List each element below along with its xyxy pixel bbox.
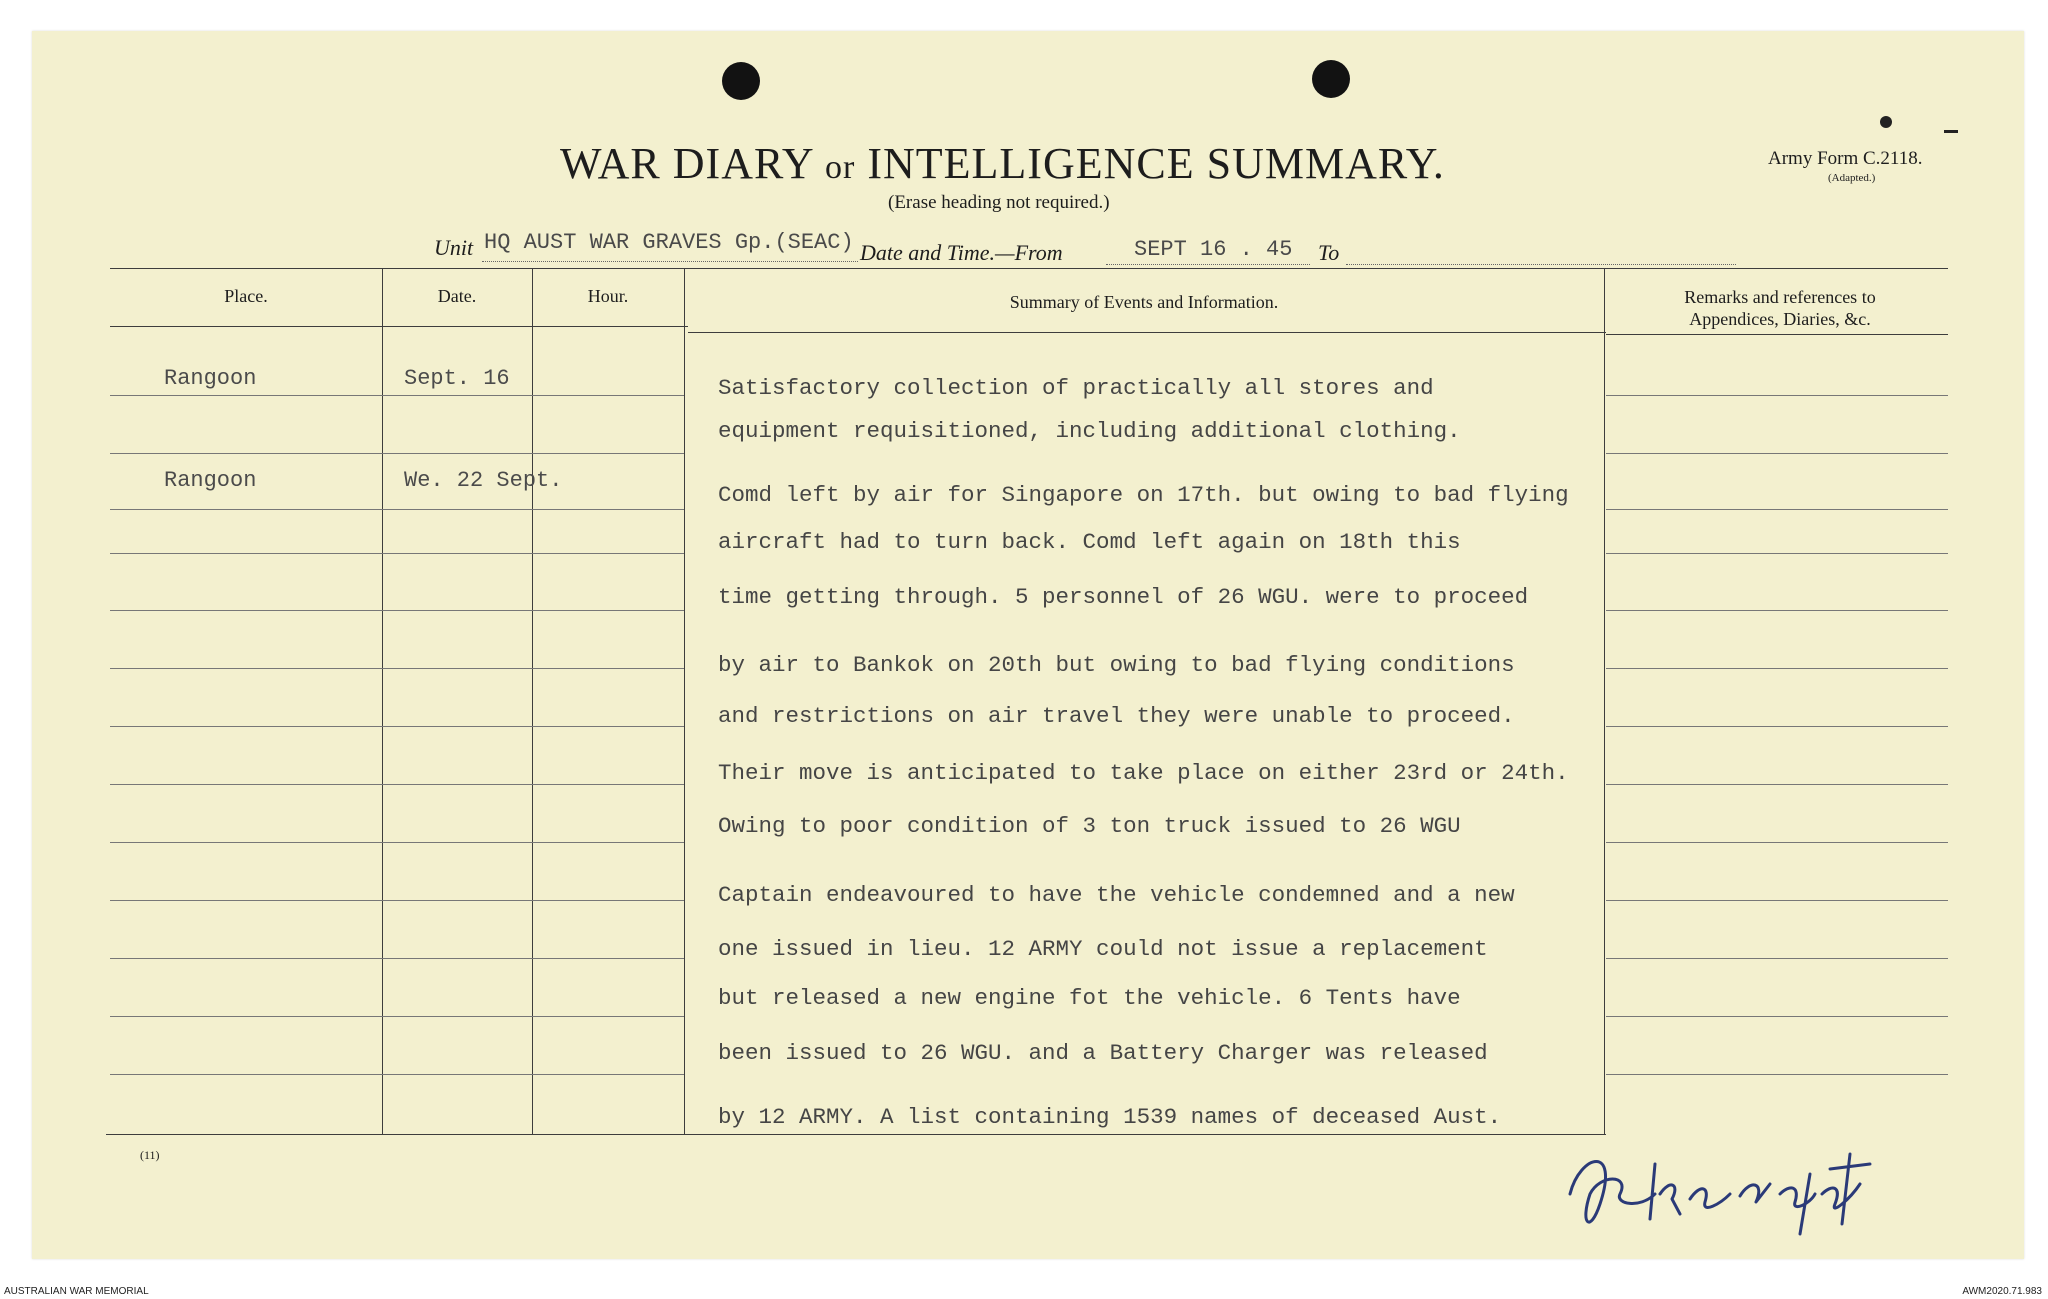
summary-line: by air to Bankok on 20th but owing to bad flying conditions [718, 652, 1515, 678]
to-dotted-line [1346, 264, 1736, 265]
unit-value: HQ AUST WAR GRAVES Gp.(SEAC) [484, 230, 854, 255]
summary-line: Captain endeavoured to have the vehicle condemned and a new [718, 882, 1515, 908]
summary-line: Satisfactory collection of practically all stores and [718, 375, 1434, 401]
summary-line: time getting through. 5 personnel of 26 WGU. were to proceed [718, 584, 1529, 610]
summary-column-header: Summary of Events and Information. [1009, 292, 1279, 312]
summary-line: and restrictions on air travel they were unable to proceed. [718, 703, 1515, 729]
army-form-adapted: (Adapted.) [1828, 172, 1876, 184]
to-label: To [1318, 240, 1340, 265]
date-time-label: Date and Time.—From [860, 240, 1063, 265]
table-header-border [110, 326, 688, 327]
from-dotted-line [1106, 264, 1310, 265]
column-divider [1604, 268, 1605, 1134]
page-title [560, 138, 1445, 189]
column-divider [382, 268, 383, 1134]
title-intelligence-summary: INTELLIGENCE SUMMARY. [867, 139, 1445, 188]
footer-archive-name: AUSTRALIAN WAR MEMORIAL [4, 1286, 149, 1297]
entry-date: We. 22 Sept. [404, 468, 563, 493]
date-column-header: Date. [437, 286, 477, 306]
summary-line: aircraft had to turn back. Comd left again on 18th this [718, 529, 1461, 555]
column-divider [684, 268, 685, 1134]
table-bottom-border [106, 1134, 1606, 1135]
hour-column-header: Hour. [587, 286, 629, 306]
table-top-border [110, 268, 1948, 269]
summary-line: Their move is anticipated to take place on either 23rd or 24th. [718, 760, 1569, 786]
entry-date: Sept. 16 [404, 366, 510, 391]
summary-line: by 12 ARMY. A list containing 1539 names of deceased Aust. [718, 1104, 1502, 1130]
summary-line: Owing to poor condition of 3 ton truck issued to 26 WGU [718, 813, 1461, 839]
table-header-border [1606, 334, 1948, 335]
summary-line: been issued to 26 WGU. and a Battery Charger was released [718, 1040, 1488, 1066]
column-divider [532, 268, 533, 1134]
army-form-number: Army Form C.2118. [1768, 148, 1923, 169]
title-or: or [825, 149, 856, 186]
handwritten-signature [1560, 1124, 1880, 1244]
from-date-value: SEPT 16 . 45 [1134, 237, 1293, 262]
entry-place: Rangoon [164, 468, 257, 493]
punch-hole-left [722, 62, 760, 100]
title-war-diary: WAR DIARY [560, 139, 814, 188]
entry-place: Rangoon [164, 366, 257, 391]
page-subtitle: (Erase heading not required.) [888, 192, 1110, 213]
ink-mark [1944, 130, 1958, 133]
remarks-column-header: Remarks and references to Appendices, Diaries, &c. [1684, 287, 1876, 329]
summary-line: one issued in lieu. 12 ARMY could not issue a replacement [718, 936, 1488, 962]
form-code: (11) [140, 1148, 160, 1162]
summary-line: Comd left by air for Singapore on 17th. but owing to bad flying [718, 482, 1569, 508]
place-column-header: Place. [224, 286, 268, 306]
footer-accession-number: AWM2020.71.983 [1962, 1286, 2042, 1297]
unit-dotted-line [482, 261, 858, 262]
summary-line: equipment requisitioned, including additional clothing. [718, 418, 1461, 444]
summary-line: but released a new engine fot the vehicle. 6 Tents have [718, 985, 1461, 1011]
unit-label: Unit [434, 235, 474, 260]
ink-mark [1880, 116, 1892, 128]
punch-hole-right [1312, 60, 1350, 98]
table-header-border [688, 332, 1606, 333]
